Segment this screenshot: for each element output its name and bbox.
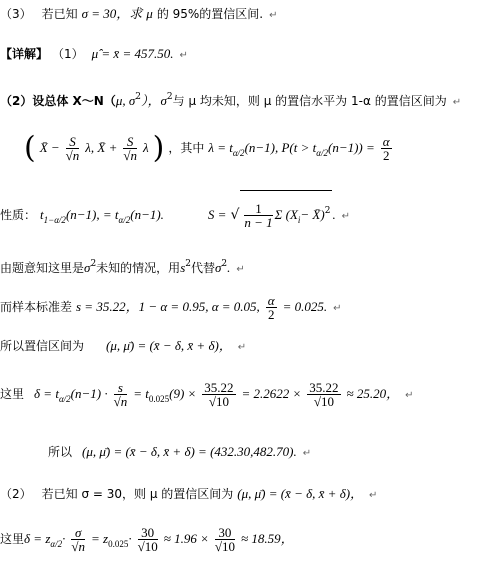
- denominator: √n: [65, 148, 80, 163]
- exponent: 2: [221, 259, 228, 269]
- denominator: √n: [71, 539, 85, 554]
- result: (μ, μ̄) = (x̄ − δ, x̄ + δ) = (432.30,482.70).: [82, 444, 297, 459]
- question-3-line: [0, 6, 278, 24]
- numerator: 35.22: [309, 380, 339, 395]
- text: λ, X̄ +: [85, 140, 118, 155]
- text: λ: [142, 140, 149, 155]
- known-sigma-line: [0, 486, 377, 504]
- delta: δ = z: [24, 531, 51, 546]
- denominator: √10: [214, 539, 235, 554]
- denominator: 2: [382, 148, 390, 163]
- numerator: 1: [244, 202, 272, 216]
- variance-line: [0, 256, 245, 278]
- return-mark: ↵: [369, 490, 378, 501]
- return-mark: ↵: [452, 97, 462, 108]
- sum: Σ (X: [274, 207, 298, 222]
- exponent: 2: [324, 206, 331, 216]
- text: (n−1)) =: [328, 140, 375, 155]
- return-mark: ↵: [333, 303, 342, 314]
- text: X̄ −: [39, 140, 60, 155]
- numerator: s: [114, 381, 128, 395]
- text: 所以: [48, 445, 73, 459]
- sqrt-icon: √: [230, 207, 240, 223]
- text: 这里: [0, 387, 25, 401]
- sigma: σ: [215, 260, 222, 275]
- return-mark: ↵: [236, 264, 245, 275]
- denominator: n − 1: [244, 215, 273, 230]
- s-def: S =: [207, 207, 227, 222]
- interval: (μ, μ̄) = (x̄ − δ, x̄ + δ)，: [237, 486, 364, 501]
- text: − X̄): [300, 207, 325, 222]
- subscript: 0.025: [148, 394, 170, 404]
- text: (n−1), P(t > t: [244, 140, 317, 155]
- mu-symbol: μ: [146, 6, 153, 21]
- assumption-line: [0, 89, 461, 111]
- denominator: √10: [208, 394, 229, 409]
- text: (9) ×: [169, 386, 197, 401]
- solution-heading: 【详解】: [0, 47, 49, 61]
- formula: σ = 30，求: [81, 6, 143, 21]
- text: 与 μ 均未知，则 μ 的置信水平为 1-α 的置信区间为: [172, 94, 447, 108]
- subscript: α/2: [118, 215, 131, 225]
- numerator: 30: [215, 526, 235, 540]
- text: 这里: [0, 532, 25, 546]
- interval-is-line: [0, 338, 246, 356]
- s: s: [180, 260, 186, 275]
- text: ），σ: [141, 93, 167, 108]
- return-mark: ↵: [179, 50, 188, 61]
- text: ·: [128, 531, 132, 546]
- text: 所以置信区间为: [0, 339, 85, 353]
- text: = t: [133, 386, 149, 401]
- return-mark: ↵: [269, 10, 278, 21]
- exponent: 2: [135, 92, 141, 102]
- text: 性质：: [0, 208, 37, 222]
- text: (n−1), = t: [65, 207, 119, 222]
- return-mark: ↵: [237, 342, 247, 353]
- text: ≈ 25.20，: [346, 386, 400, 401]
- subscript: α/2: [232, 148, 245, 158]
- mean-estimate: μ̂ = x̄ = 457.50.: [91, 46, 174, 61]
- denominator: √n: [113, 394, 128, 409]
- values: s = 35.22，1 − α = 0.95, α = 0.05,: [76, 299, 260, 314]
- result-line: [48, 444, 311, 462]
- subscript: α/2: [50, 539, 63, 549]
- text: 代替: [190, 261, 215, 275]
- part-number: （1）: [52, 47, 84, 61]
- fraction: [266, 294, 277, 321]
- text: .: [227, 260, 231, 275]
- radicand: [240, 190, 332, 240]
- sigma: σ: [84, 260, 91, 275]
- numerator: α: [267, 293, 275, 308]
- text: （2）设总体 X～N（: [0, 94, 116, 108]
- sample-sd-line: [0, 290, 342, 324]
- subscript: α/2: [58, 394, 71, 404]
- text: = z: [90, 531, 109, 546]
- text: ，其中: [168, 141, 205, 155]
- interval: (μ, μ̄) = (x̄ − δ, x̄ + δ)，: [106, 338, 232, 353]
- text: = 2.2622 ×: [241, 386, 302, 401]
- exponent: 2: [185, 259, 191, 269]
- text: .: [332, 207, 336, 222]
- numerator: 30: [138, 526, 158, 540]
- text: ≈ 1.96 ×: [163, 531, 209, 546]
- t: t: [40, 207, 44, 222]
- text: 若已知: [41, 7, 78, 21]
- close-paren: ): [152, 130, 165, 166]
- numerator: α: [382, 134, 390, 149]
- fraction: [381, 135, 392, 162]
- text: = 0.025.: [282, 299, 328, 314]
- delta-line: [0, 374, 414, 414]
- subscript: 0.025: [108, 539, 129, 549]
- open-paren: (: [24, 130, 36, 166]
- numerator: σ: [71, 526, 85, 540]
- text: (n−1) ·: [70, 386, 108, 401]
- return-mark: ↵: [341, 211, 351, 222]
- denominator: √10: [313, 394, 334, 409]
- delta: δ = t: [34, 386, 59, 401]
- fraction: [244, 202, 272, 229]
- question-number: （2）: [0, 487, 32, 501]
- lambda: λ = t: [208, 140, 233, 155]
- subscript: 1−α/2: [43, 215, 66, 225]
- question-number: （3）: [0, 7, 32, 21]
- text: 而样本标准差: [0, 300, 73, 314]
- numerator: 35.22: [204, 380, 234, 395]
- exponent: 2: [166, 92, 173, 102]
- text: 若已知 σ = 30，则 μ 的置信区间为: [41, 487, 234, 501]
- property-line: [0, 190, 350, 230]
- fraction: [215, 526, 235, 553]
- text: 由题意知这里是: [0, 261, 85, 275]
- fraction: [123, 135, 137, 162]
- denominator: √10: [137, 539, 158, 554]
- subscript: i: [297, 215, 301, 225]
- fraction: [202, 381, 235, 408]
- exponent: 2: [90, 259, 97, 269]
- text: 的 95%的置信区间.: [156, 7, 264, 21]
- numerator: S: [123, 135, 137, 149]
- text: 未知的情况，用: [96, 261, 181, 275]
- denominator: 2: [267, 307, 275, 322]
- interval-line: [24, 128, 394, 168]
- numerator: S: [66, 135, 80, 149]
- return-mark: ↵: [405, 390, 414, 401]
- params: μ, σ: [115, 93, 136, 108]
- fraction: [114, 381, 128, 408]
- denominator: √n: [123, 148, 137, 163]
- delta-z-line: [0, 519, 294, 559]
- text: ≈ 18.59，: [240, 531, 294, 546]
- fraction: [71, 526, 85, 553]
- text: (n−1).: [130, 207, 164, 222]
- fraction: [66, 135, 80, 162]
- fraction: [138, 526, 158, 553]
- solution-line: [0, 46, 188, 64]
- fraction: [307, 381, 340, 408]
- text: ·: [62, 531, 66, 546]
- return-mark: ↵: [302, 448, 312, 459]
- subscript: α/2: [316, 148, 328, 158]
